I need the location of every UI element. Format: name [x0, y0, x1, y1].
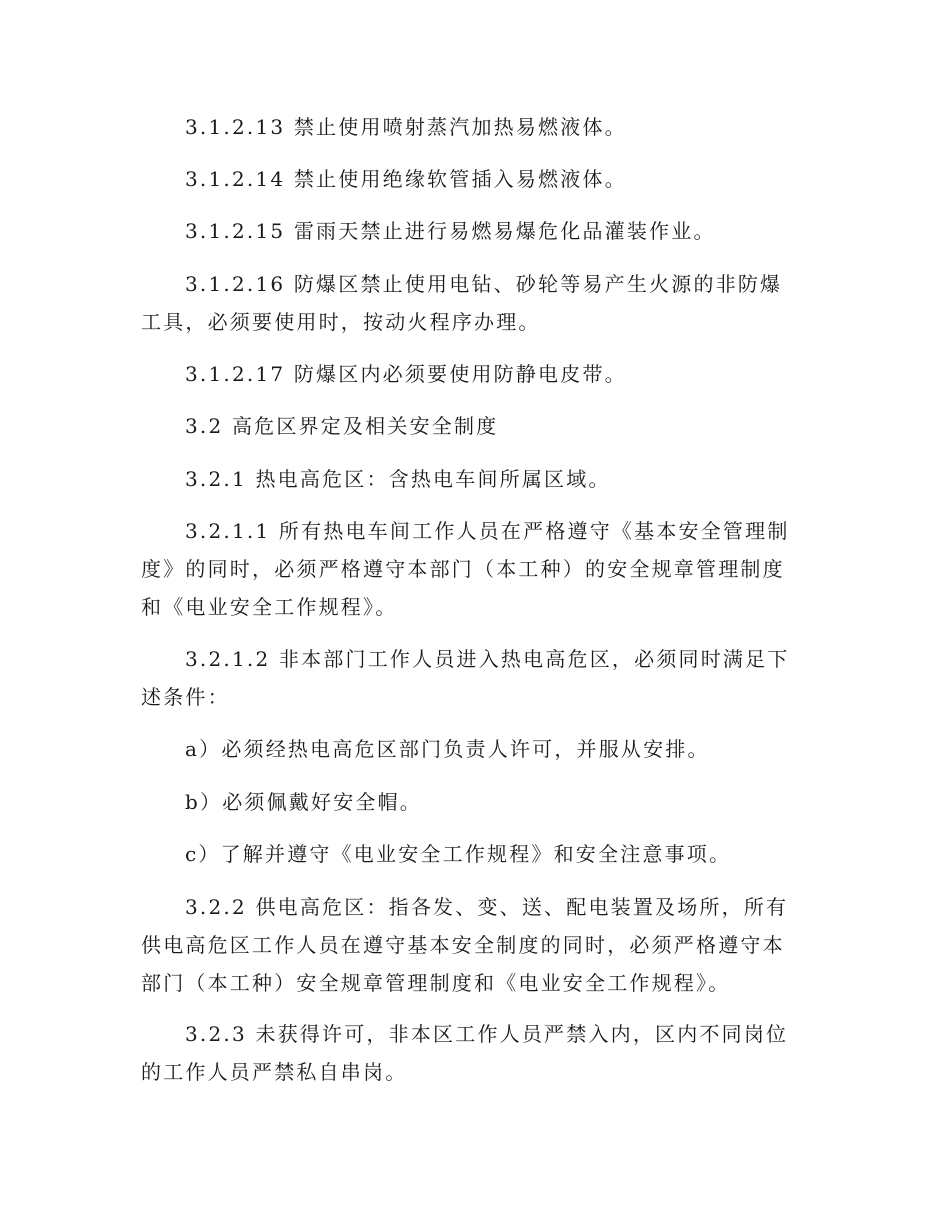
paragraph-3-1-2-16: 3.1.2.16 防爆区禁止使用电钻、砂轮等易产生火源的非防爆工具，必须要使用时，按动火程序办理。: [141, 272, 783, 334]
paragraph-3-2-1: 3.2.1 热电高危区：含热电车间所属区域。: [185, 467, 611, 491]
paragraph-3-1-2-14: 3.1.2.14 禁止使用绝缘软管插入易燃液体。: [185, 167, 627, 191]
paragraph-3-2-2: 3.2.2 供电高危区：指各发、变、送、配电装置及场所，所有供电高危区工作人员在遵守基本安全制度的同时，必须严格遵守本部门（本工种）安全规章管理制度和《电业安全工作规程》。: [141, 895, 789, 995]
paragraph-3-1-2-17: 3.1.2.17 防爆区内必须要使用防静电皮带。: [185, 362, 627, 386]
paragraph-3-2-1-1: 3.2.1.1 所有热电车间工作人员在严格遵守《基本安全管理制度》的同时，必须严格遵守本部门（本工种）的安全规章管理制度和《电业安全工作规程》。: [141, 519, 790, 619]
list-item-b: b）必须佩戴好安全帽。: [185, 790, 423, 814]
section-heading-3-2: 3.2 高危区界定及相关安全制度: [185, 414, 499, 438]
list-item-c: c）了解并遵守《电业安全工作规程》和安全注意事项。: [185, 842, 732, 866]
list-item-a: a）必须经热电高危区部门负责人许可，并服从安排。: [185, 737, 710, 761]
paragraph-3-1-2-13: 3.1.2.13 禁止使用喷射蒸汽加热易燃液体。: [185, 115, 627, 139]
paragraph-3-2-1-2: 3.2.1.2 非本部门工作人员进入热电高危区，必须同时满足下述条件：: [141, 647, 790, 709]
paragraph-3-1-2-15: 3.1.2.15 雷雨天禁止进行易燃易爆危化品灌装作业。: [185, 219, 716, 243]
paragraph-3-2-3: 3.2.3 未获得许可，非本区工作人员严禁入内，区内不同岗位的工作人员严禁私自串岗。: [141, 1022, 789, 1084]
